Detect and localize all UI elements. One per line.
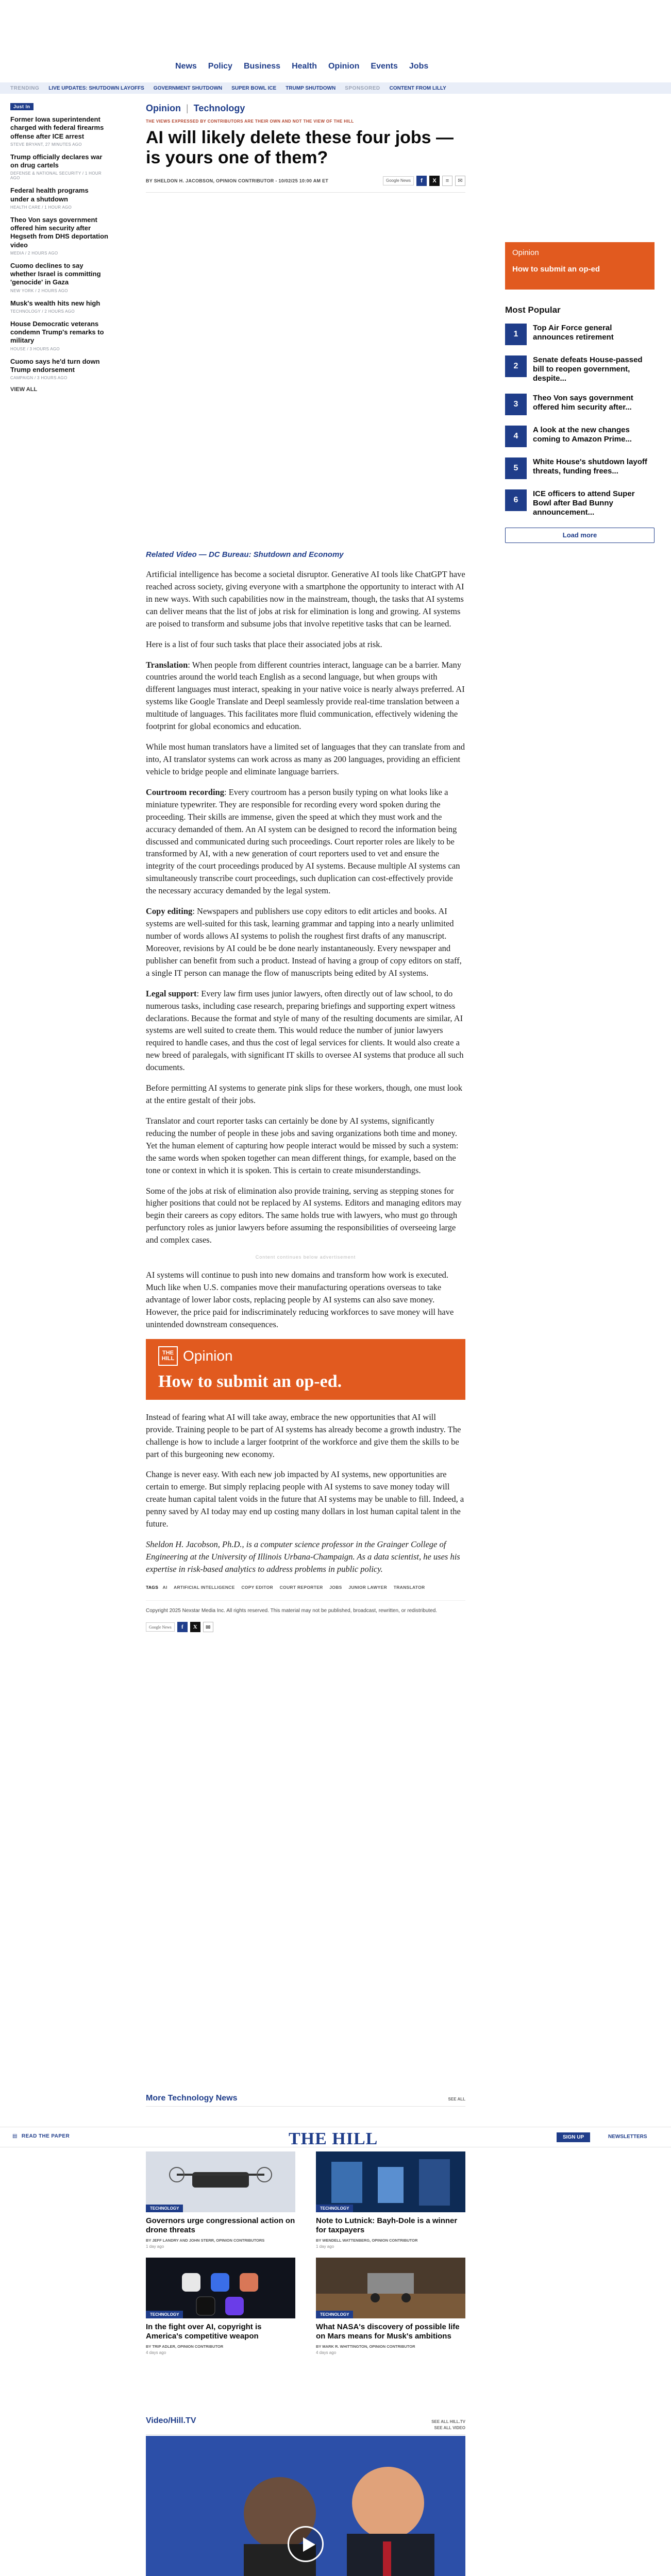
nav-link-news[interactable]: News <box>175 62 197 71</box>
video-section-title: Video/Hill.TV <box>146 2416 196 2425</box>
popular-item[interactable] <box>505 355 655 383</box>
opinion-disclaimer: THE VIEWS EXPRESSED BY CONTRIBUTORS ARE THEIR OWN AND NOT THE VIEW OF THE HILL <box>146 119 354 124</box>
sponsored-item[interactable]: CONTENT FROM LILLY <box>389 85 446 91</box>
card-image[interactable] <box>316 2258 465 2318</box>
trending-label: TRENDING <box>10 85 40 91</box>
article-paragraph: Change is never easy. With each new job impacted by AI systems, new opportunities are certain to emerge. But simply replacing people with AI systems to save money today will create human capital talent voids in the future that AI systems may be unable to fill. Indeed, a penny saved by AI today may end up costing many dollars in lost human capital talent in the future. <box>146 1469 464 1529</box>
tag-link[interactable]: COURT REPORTER <box>279 1584 323 1590</box>
share-buttons <box>383 176 465 186</box>
latest-entry-meta: MEDIA / 2 HOURS AGO <box>10 250 58 256</box>
comments-icon[interactable]: ≡ <box>442 176 452 186</box>
x-icon[interactable]: X <box>429 176 440 186</box>
card-time: 4 days ago <box>316 2350 337 2355</box>
latest-entry[interactable] <box>10 358 108 381</box>
popular-title[interactable]: Theo Von says government offered him security after... <box>533 394 633 412</box>
popular-rank: 2 <box>505 355 527 377</box>
card-tag[interactable]: TECHNOLOGY <box>316 2205 353 2212</box>
see-all-video-links <box>431 2419 465 2431</box>
section-text: : When people from different countries interact, language can be a barrier. Many countries around the world teach English as a second language, but when groups with different languages must interact, speaking in your native voice is nearly always preferred. AI systems like Google Translate and Deepl seamlessly provide real-time translation between a multitude of languages. This facilitates more fluid communication, effectively widening the footprint for global economics and education. <box>146 659 465 732</box>
section-text: : Every law firm uses junior lawyers, often directly out of law school, to do numerous tasks, including case research, preparing briefings and supporting expert witness declarations. Because the format and style of many of the resulting documents are similar, AI systems are well suited to create them. This would reduce the number of junior lawyers required to handle cases, and thus the cost of legal services for clients. It would also create a new breed of paralegals, with significant IT skills to oversee AI systems that produce all such documents. <box>146 988 464 1073</box>
popular-rank: 3 <box>505 394 527 415</box>
latest-entry[interactable] <box>10 299 108 314</box>
newspaper-icon: ▤ <box>12 2133 18 2139</box>
section-lead: Legal support <box>146 988 197 998</box>
card-tag[interactable]: TECHNOLOGY <box>146 2205 183 2212</box>
article-paragraph: Translator and court reporter tasks can certainly be done by AI systems, significantly reducing the number of people in these jobs and saving organizations both time and money. Yet the human element of capturing how people interact would be missed by such a system: the same words when spoken together can mean different things, for example, based on the tone or context in which it is spoken. This is certain to create misunderstandings. <box>146 1115 459 1175</box>
nav-link-business[interactable]: Business <box>243 62 281 71</box>
share-buttons-bottom <box>146 1622 465 1632</box>
popular-title[interactable]: Top Air Force general announces retirement <box>533 324 614 342</box>
latest-entry[interactable] <box>10 115 108 147</box>
breadcrumb <box>146 103 465 114</box>
article-paragraph: Instead of fearing what AI will take away, embrace the new opportunities that AI will provide. Training people to be part of AI systems has already become a growth industry. The challenge is how to include a larger footprint of the workforce and give them the skills to be part of this burgeoning new economy. <box>146 1412 461 1459</box>
popular-item[interactable] <box>505 426 655 447</box>
breadcrumb-section[interactable]: Opinion <box>146 103 181 113</box>
promo-cta[interactable]: How to submit an op-ed. <box>158 1371 342 1391</box>
article-paragraph <box>146 786 465 897</box>
newsletters-link[interactable]: NEWSLETTERS <box>608 2134 647 2140</box>
read-the-paper-link[interactable] <box>12 2133 70 2139</box>
card-author: BY MARK R. WHITTINGTON, OPINION CONTRIBUTOR <box>316 2344 415 2349</box>
submit-op-ed-ad[interactable] <box>505 242 655 290</box>
latest-entry-title[interactable]: Cuomo says he'd turn down Trump endorsement <box>10 357 100 374</box>
nav-link-policy[interactable]: Policy <box>208 62 232 71</box>
news-card[interactable] <box>146 2151 295 2249</box>
card-time: 1 day ago <box>146 2244 164 2249</box>
see-all-hilltv-link[interactable]: SEE ALL HILL.TV <box>431 2419 465 2424</box>
latest-entry-meta: NEW YORK / 2 HOURS AGO <box>10 288 68 293</box>
article-paragraph: Artificial intelligence has become a societal disruptor. Generative AI tools like ChatGPT have reached across society, giving everyone with a smartphone the opportunity to interact with AI in new ways. With such capabilities now in the mainstream, though, the tasks that AI systems can deliver means that the list of jobs at risk for elimination is long and growing. AI systems are poised to transform and subsume jobs that involve repetitive tasks that can be learned. <box>146 569 465 629</box>
trending-item[interactable]: TRUMP SHUTDOWN <box>286 85 336 91</box>
tag-link[interactable]: COPY EDITOR <box>241 1584 273 1590</box>
right-rail <box>505 242 655 543</box>
video-header <box>146 2416 465 2435</box>
the-hill-logo-icon: THE HILL <box>158 1346 178 1366</box>
popular-rank: 6 <box>505 489 527 511</box>
latest-entry[interactable] <box>10 320 108 351</box>
popular-rank: 5 <box>505 457 527 479</box>
news-card[interactable] <box>316 2151 465 2249</box>
popular-title[interactable]: White House's shutdown layoff threats, funding frees... <box>533 457 647 476</box>
more-tech-header <box>146 2094 465 2107</box>
latest-entry-meta: HEALTH CARE / 1 HOUR AGO <box>10 205 72 210</box>
latest-entry-title[interactable]: Former Iowa superintendent charged with federal firearms offense after ICE arrest <box>10 115 104 140</box>
article-paragraph <box>146 659 465 733</box>
see-all-video-link[interactable]: SEE ALL VIDEO <box>434 2426 465 2430</box>
section-lead: Translation <box>146 659 188 670</box>
byline-row <box>146 176 465 193</box>
popular-item[interactable] <box>505 324 655 345</box>
ad-opinion-word: Opinion <box>512 248 539 257</box>
latest-entry-meta: TECHNOLOGY / 2 HOURS AGO <box>10 309 75 314</box>
card-image[interactable] <box>316 2151 465 2212</box>
news-card[interactable] <box>316 2258 465 2355</box>
latest-entry[interactable] <box>10 187 108 210</box>
latest-entry-title[interactable]: Theo Von says government offered him security after Hegseth from DHS deportation video <box>10 215 108 249</box>
top-nav <box>0 0 671 82</box>
promo-logo <box>158 1346 233 1366</box>
facebook-icon[interactable]: f <box>177 1622 188 1632</box>
card-tag[interactable]: TECHNOLOGY <box>146 2311 183 2318</box>
nav-link-events[interactable]: Events <box>371 62 398 71</box>
article-paragraph <box>146 988 465 1074</box>
popular-item[interactable] <box>505 457 655 479</box>
popular-title[interactable]: A look at the new changes coming to Amazon Prime... <box>533 426 632 444</box>
breadcrumb-separator: | <box>186 103 189 113</box>
play-icon[interactable] <box>288 2526 324 2562</box>
article-body <box>146 550 465 1632</box>
ai-apps-photo <box>146 2258 295 2318</box>
latest-entry-title[interactable]: Trump officially declares war on drug cartels <box>10 152 103 169</box>
latest-entry-meta: HOUSE / 3 HOURS AGO <box>10 346 60 351</box>
article-paragraph <box>146 905 465 979</box>
card-image[interactable] <box>146 2151 295 2212</box>
latest-news-sidebar <box>10 102 108 393</box>
ad-cta[interactable]: How to submit an op-ed <box>512 265 600 274</box>
card-tag[interactable]: TECHNOLOGY <box>316 2311 353 2318</box>
article-headline: AI will likely delete these four jobs — is yours one of them? <box>146 128 454 168</box>
email-icon[interactable]: ✉ <box>203 1622 213 1632</box>
most-popular-title: Most Popular <box>505 305 561 315</box>
card-time: 4 days ago <box>146 2350 166 2355</box>
mars-rover-photo <box>316 2258 465 2318</box>
nav-link-health[interactable]: Health <box>292 62 317 71</box>
card-title[interactable]: What NASA's discovery of possible life on Mars means for Musk's ambitions <box>316 2323 460 2341</box>
tag-link[interactable]: JUNIOR LAWYER <box>348 1584 388 1590</box>
latest-entry-title[interactable]: Musk's wealth hits new high <box>10 299 100 307</box>
sponsored-label: SPONSORED <box>345 85 380 91</box>
card-title[interactable]: Governors urge congressional action on drone threats <box>146 2216 295 2234</box>
google-news-button[interactable]: Google News <box>146 1622 175 1632</box>
article-paragraph: Here is a list of four such tasks that place their associated jobs at risk. <box>146 639 382 649</box>
view-all-link[interactable]: VIEW ALL <box>10 386 38 393</box>
trending-item[interactable]: GOVERNMENT SHUTDOWN <box>153 85 223 91</box>
latest-entry-title[interactable]: House Democratic veterans condemn Trump's remarks to military <box>10 319 104 345</box>
sticky-header <box>0 2127 671 2147</box>
promo-opinion-word: Opinion <box>183 1347 233 1364</box>
card-title[interactable]: Note to Lutnick: Bayh-Dole is a winner for taxpayers <box>316 2216 458 2234</box>
popular-rank: 1 <box>505 324 527 345</box>
the-hill-logo[interactable]: THE HILL <box>289 2129 378 2148</box>
x-icon[interactable]: X <box>190 1622 200 1632</box>
latest-entry-title[interactable]: Federal health programs under a shutdown <box>10 187 89 203</box>
tags-label: TAGS <box>146 1584 159 1590</box>
tags-list <box>146 1584 465 1591</box>
facebook-icon[interactable]: f <box>416 176 427 186</box>
article-header <box>146 103 465 193</box>
lab-photo <box>316 2151 465 2212</box>
card-image[interactable] <box>146 2258 295 2318</box>
card-time: 1 day ago <box>316 2244 334 2249</box>
popular-rank: 4 <box>505 426 527 447</box>
just-in-badge: Just In <box>10 103 33 110</box>
author-bio: Sheldon H. Jacobson, Ph.D., is a computer science professor in the Grainger College of Engineering at the University of Illinois Urbana-Champaign. As a data scientist, he uses his expertise in risk-based analytics to address problems in public policy. <box>146 1539 460 1574</box>
email-icon[interactable]: ✉ <box>455 176 465 186</box>
tag-link[interactable]: TRANSLATOR <box>393 1584 425 1590</box>
more-tech-title: More Technology News <box>146 2094 238 2103</box>
trending-bar <box>0 82 671 94</box>
sign-up-button[interactable]: SIGN UP <box>557 2132 590 2142</box>
latest-entry-meta: STEVE BRYANT, 27 MINUTES AGO <box>10 142 82 147</box>
card-author: BY JEFF LANDRY AND JOHN STERR, OPINION CONTRIBUTORS <box>146 2238 265 2243</box>
see-all-link[interactable]: SEE ALL <box>448 2097 465 2102</box>
popular-title[interactable]: Senate defeats House-passed bill to reopen government, despite... <box>533 355 643 383</box>
card-author: BY TRIP ADLER, OPINION CONTRIBUTOR <box>146 2344 224 2349</box>
latest-entry-title[interactable]: Cuomo declines to say whether Israel is committing 'genocide' in Gaza <box>10 261 101 286</box>
trending-item[interactable]: SUPER BOWL ICE <box>231 85 277 91</box>
article-paragraph: While most human translators have a limited set of languages that they can translate from and into, AI translator systems can work across as many as 200 languages, providing an efficient vehicle to bridge people and eliminate language barriers. <box>146 742 465 776</box>
byline: BY SHELDON H. JACOBSON, OPINION CONTRIBUTOR - 10/02/25 10:00 AM ET <box>146 178 329 183</box>
submit-op-ed-banner[interactable] <box>146 1339 465 1400</box>
latest-entry[interactable] <box>10 262 108 293</box>
nav-link-opinion[interactable]: Opinion <box>328 62 360 71</box>
breadcrumb-subsection[interactable]: Technology <box>193 103 245 113</box>
load-more-button[interactable]: Load more <box>505 528 655 543</box>
tag-link[interactable]: ARTIFICIAL INTELLIGENCE <box>174 1584 235 1590</box>
drone-photo <box>146 2151 295 2212</box>
article-paragraph: AI systems will continue to push into new domains and transform how work is executed. Much like when U.S. companies move their manufacturing operations overseas to take advantage of lower labor costs, replacing people by AI systems can also save money. However, the price paid for indiscriminately reducing workforces to save money will have unintended downstream consequences. <box>146 1270 454 1329</box>
trending-item[interactable]: LIVE UPDATES: SHUTDOWN LAYOFFS <box>48 85 144 91</box>
popular-item[interactable] <box>505 489 655 517</box>
advertisement-notice: Content continues below advertisement <box>255 1255 356 1260</box>
latest-entry-meta: DEFENSE & NATIONAL SECURITY / 1 HOUR AGO <box>10 171 102 181</box>
related-video-heading[interactable]: Related Video — DC Bureau: Shutdown and Economy <box>146 550 344 559</box>
article-paragraph: Some of the jobs at risk of elimination also provide training, serving as stepping stones for higher positions that could not be replaced by AI systems. Editors and managing editors may begin their careers as copy editors. The same holds true with lawyers, who must go through perfunctory roles as junior lawyers before assuming the responsibilities of overseeing large and complex cases. <box>146 1185 462 1245</box>
tag-link[interactable]: AI <box>162 1584 167 1590</box>
latest-entry[interactable] <box>10 216 108 256</box>
section-lead: Courtroom recording <box>146 787 224 797</box>
latest-entry[interactable] <box>10 153 108 181</box>
section-text: : Newspapers and publishers use copy editors to edit articles and books. AI systems are well-suited for this task, learning grammar and tapping into a nearly unlimited number of words allows AI systems to polish the roughest first drafts of any manuscript. Moreover, revisions by AI could be be done nearly instantaneously. Every newspaper and publisher can benefit from such a product. Instead of having a group of copy editors on staff, a single IT person can manage the flow of manuscripts being edited by AI systems. <box>146 906 462 978</box>
card-title[interactable]: In the fight over AI, copyright is America's competitive weapon <box>146 2323 262 2341</box>
section-lead: Copy editing <box>146 906 193 917</box>
main-nav-links <box>175 62 428 71</box>
news-card[interactable] <box>146 2258 295 2355</box>
featured-video[interactable] <box>146 2436 465 2576</box>
article-paragraph: Before permitting AI systems to generate pink slips for these workers, though, one must look at the entire gestalt of their jobs. <box>146 1083 463 1106</box>
tag-link[interactable]: JOBS <box>329 1584 342 1590</box>
google-news-button[interactable]: Google News <box>383 176 414 185</box>
nav-link-jobs[interactable]: Jobs <box>409 62 429 71</box>
section-text: : Every courtroom has a person busily typing on what looks like a miniature typewriter. They are responsible for recording every word spoken during the proceeding. Their skills are immense, given the speed at which they must work and the accuracy demanded of them. An AI system can be designed to record the information being discussed and communicated during such proceedings. Court reporter roles are likely to be transformed by AI, with a new generation of court reporters used to vet and ensure the integrity of the court proceedings produced by AI systems. Because multiple AI systems can simultaneously transcribe court proceedings, such duplication can cost-effectively provide the necessary accuracy demanded by the legal system. <box>146 787 460 896</box>
popular-title[interactable]: ICE officers to attend Super Bowl after Bad Bunny announcement... <box>533 489 635 517</box>
latest-entry-meta: CAMPAIGN / 3 HOURS AGO <box>10 376 68 380</box>
card-author: BY WENDELL WATTENBERG, OPINION CONTRIBUTOR <box>316 2238 418 2243</box>
copyright-notice: Copyright 2025 Nexstar Media Inc. All rights reserved. This material may not be published, broadcast, rewritten, or redistributed. <box>146 1600 465 1615</box>
popular-item[interactable] <box>505 394 655 415</box>
read-the-paper-label[interactable]: READ THE PAPER <box>21 2133 70 2139</box>
